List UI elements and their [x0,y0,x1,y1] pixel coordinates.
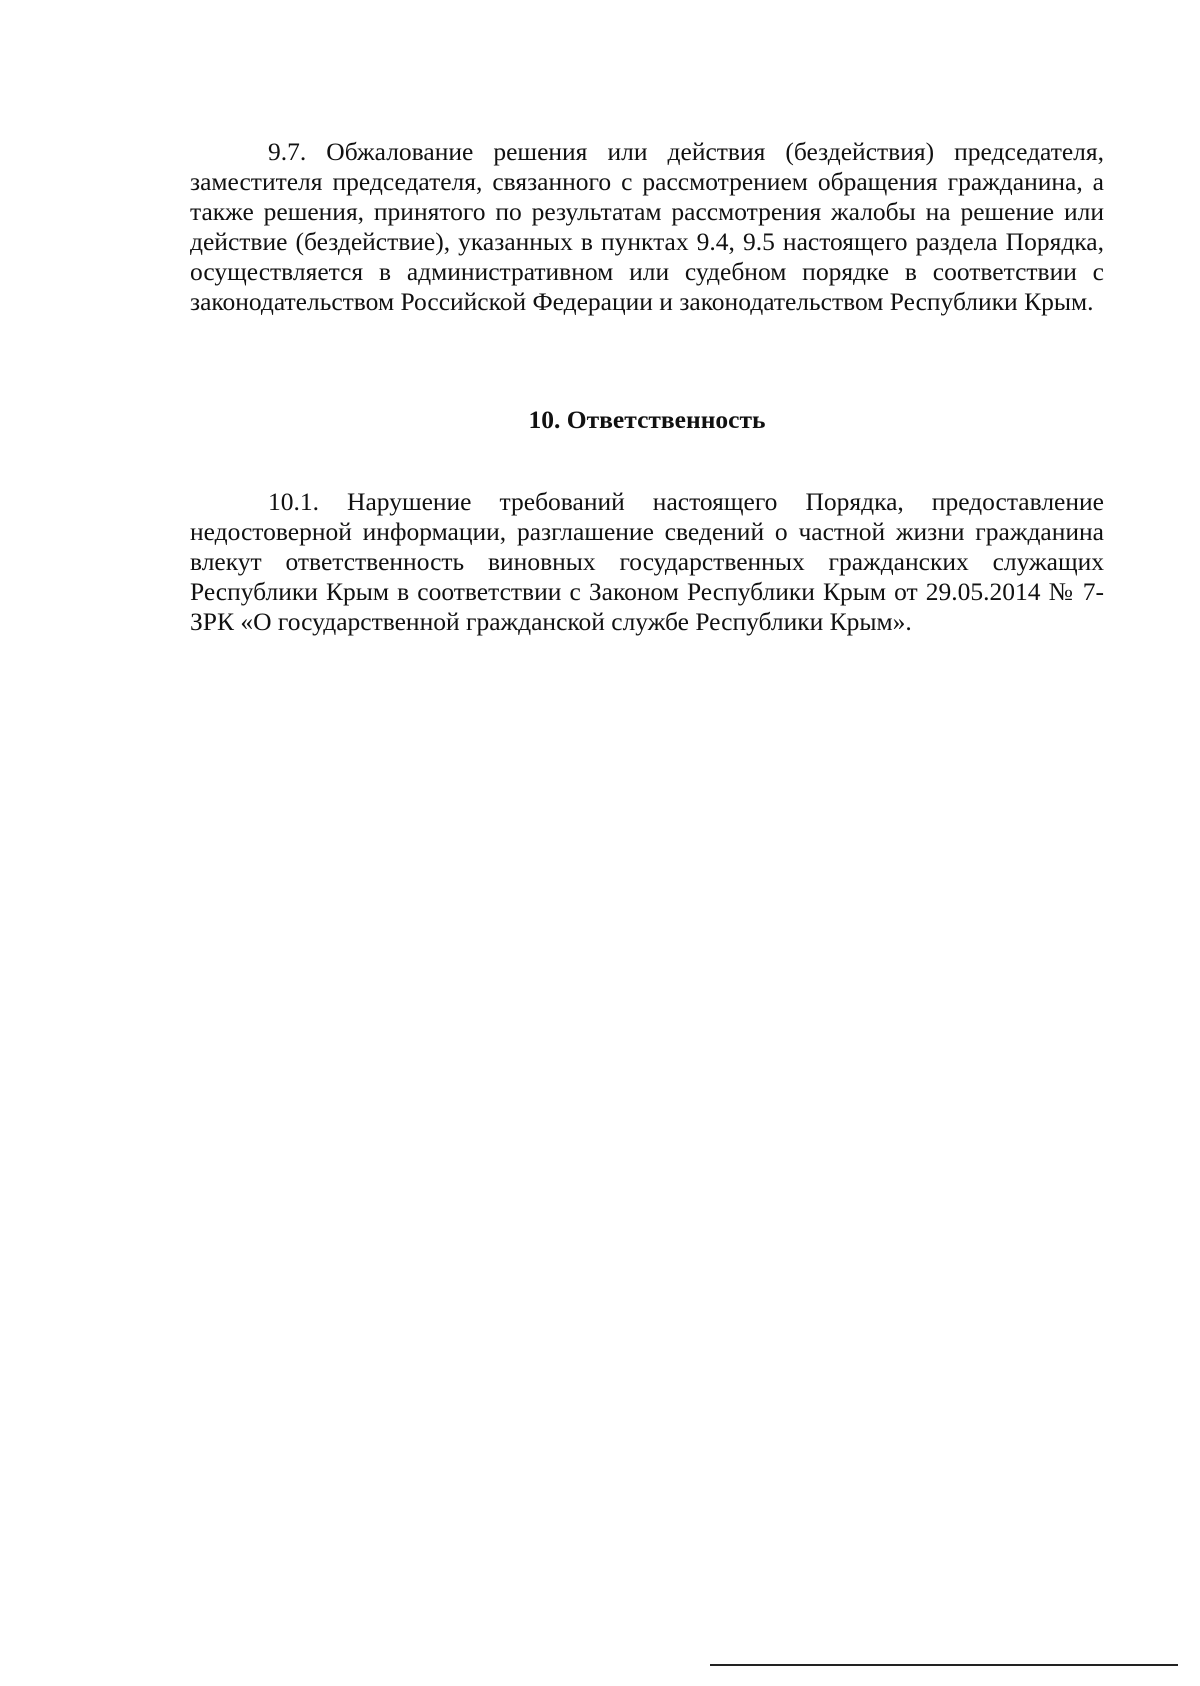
section-10-heading: 10. Ответственность [528,405,766,434]
paragraph-10-1: 10.1. Нарушение требований настоящего Порядка, предоставление недостоверной информации, разглашение сведений о частной жизни гражданина влекут ответственность виновных государственных гражданских служащих Республики Крым в соответствии с Законом Республики Крым от 29.05.2014 № 7-ЗРК «О государственной гражданской службе Республики Крым». [190,487,1104,636]
paragraph-9-7: 9.7. Обжалование решения или действия (бездействия) председателя, заместителя председателя, связанного с рассмотрением обращения гражданина, а также решения, принятого по результатам рассмотрения жалобы на решение или действие (бездействие), указанных в пунктах 9.4, 9.5 настоящего раздела Порядка, осуществляется в административном или судебном порядке в соответствии с законодательством Российской Федерации и законодательством Республики Крым. [190,137,1104,316]
footer-rule [710,1664,1178,1666]
